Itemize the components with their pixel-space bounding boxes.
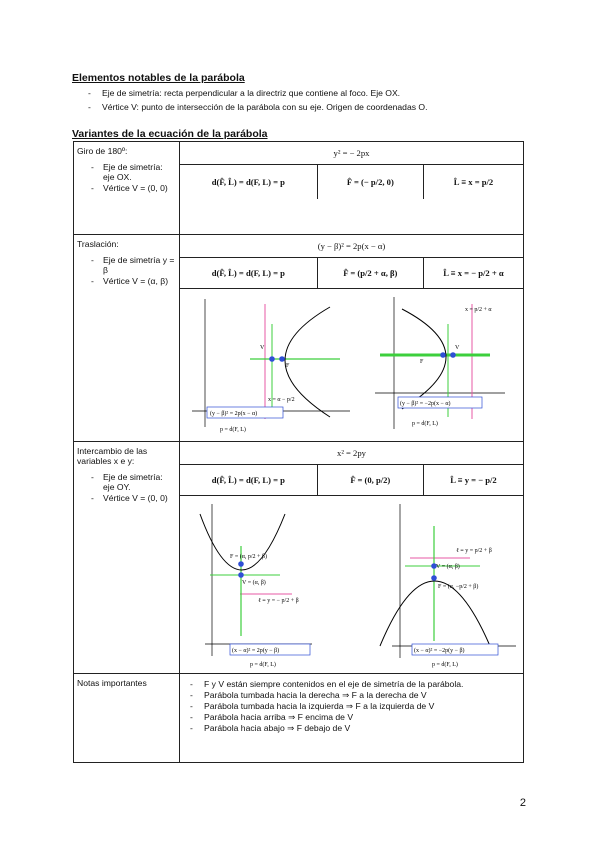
inter-graphs [180,496,524,674]
bullet-vertice: - Vértice V: punto de intersección de la parábola con su eje. Origen de coordenadas O. [88,102,428,112]
trasl-graph-left [375,297,505,429]
row-intercambio-label: Intercambio de las variables x e y: - Eje de simetría: eje OY. - Vértice V = (0, 0) [74,442,180,674]
note-item: - Parábola hacia abajo ⇒ F debajo de V [186,723,517,734]
trasl-graph-right [192,299,350,433]
note-item: - F y V están siempre contenidos en el eje de simetría de la parábola. [186,679,517,690]
inter-vertice: - Vértice V = (0, 0) [91,493,176,503]
trasl-g1-box: (y − β)² = 2p(x − α) [210,411,258,417]
inter-directrix: L̂ ≡ y = − p/2 [450,475,497,485]
trasl-g2-focus: F [420,359,424,365]
notes-label: Notas importantes [74,674,180,763]
inter-distance: d(F̂, L̂) = d(F, L) = p [180,465,317,495]
giro-focus: F̂ = (− p/2, 0) [317,165,423,199]
trasl-g1-vertex: V [260,345,265,351]
trasl-g1-focus: F [286,363,290,369]
trasl-distance: d(F̂, L̂) = d(F, L) = p [180,258,317,288]
trasl-focus: F̂ = (p/2 + α, β) [317,258,423,288]
notes-list [180,674,524,763]
inter-g2-dir: ℓ ≡ y = p/2 + β [456,548,492,554]
inter-g1-box: (x − α)² = 2p(y − β) [232,648,280,654]
section-title-elementos: Elementos notables de la parábola [72,72,245,84]
inter-graphs-svg [180,496,523,671]
note-item: - Parábola hacia arriba ⇒ F encima de V [186,712,517,723]
section-title-variantes: Variantes de la ecuación de la parábola [72,128,268,140]
note-item: - Parábola tumbada hacia la derecha ⇒ F a la derecha de V [186,690,517,701]
inter-g1-dir: ℓ ≡ y = − p/2 + β [258,598,299,604]
trasl-g1-caption: p = d(F, L) [220,427,246,433]
inter-g2-box: (x − α)² = −2p(y − β) [414,648,465,654]
trasl-g2-box: (y − β)² = −2p(x − α) [400,401,451,407]
giro-vertice: - Vértice V = (0, 0) [91,183,176,193]
giro-distance: d(F̂, L̂) = d(F, L) = p [180,165,317,199]
inter-g2-focus: F = (α, −p/2 + β) [438,584,479,590]
row-traslacion-label: Traslación: - Eje de simetría y = β - Vértice V = (α, β) [74,235,180,442]
trasl-g2-dir: x = p/2 + α [465,307,492,313]
inter-g2-caption: p = d(F, L) [432,662,458,668]
note-item: - Parábola tumbada hacia la izquierda ⇒ F a la izquierda de V [186,701,517,712]
trasl-directrix: L̂ ≡ x = − p/2 + α [443,268,504,278]
inter-g1-caption: p = d(F, L) [250,662,276,668]
trasl-vertice: - Vértice V = (α, β) [91,276,176,286]
giro-directrix: L̂ ≡ x = p/2 [453,177,494,187]
bullet-eje: - Eje de simetría: recta perpendicular a la directriz que contiene al foco. Eje OX. [88,88,401,98]
inter-g1-vertex: V = (α, β) [242,580,266,586]
trasl-eje: - Eje de simetría y = β [91,255,176,275]
trasl-graphs [180,289,524,442]
row-giro-label: Giro de 180º: - Eje de simetría: eje OX. - Vértice V = (0, 0) [74,142,180,235]
inter-g2-vertex: V = (α, β) [436,564,460,570]
inter-graph-up [200,504,312,668]
giro-equation: y² = − 2px [180,142,524,165]
trasl-equation: (y − β)² = 2p(x − α) [180,235,524,258]
inter-eje: - Eje de simetría: eje OY. [91,472,176,492]
inter-equation: x² = 2py [180,442,524,465]
trasl-g2-vertex: V [455,345,460,351]
trasl-g2-caption: p = d(F, L) [412,421,438,427]
trasl-g1-dir: x = α − p/2 [268,397,295,403]
inter-graph-down [380,504,516,668]
inter-focus: F̂ = (0, p/2) [317,465,423,495]
page-number: 2 [519,797,526,809]
giro-eje: - Eje de simetría: eje OX. [91,162,176,182]
variants-table [73,141,524,763]
trasl-graphs-svg [180,289,523,439]
inter-g1-focus: F = (α, p/2 + β) [230,554,267,560]
